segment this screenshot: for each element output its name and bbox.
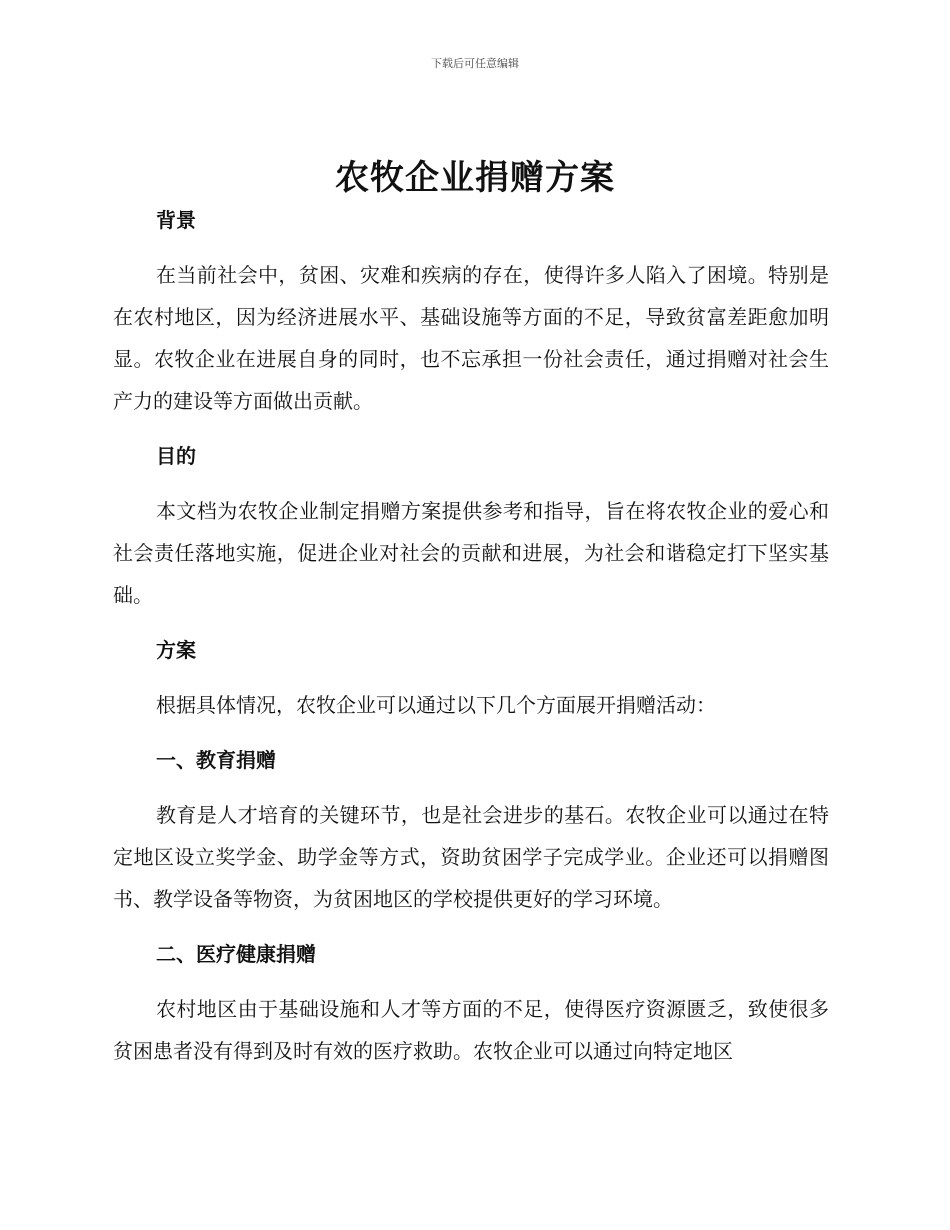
section-text-background: 在当前社会中，贫困、灾难和疾病的存在，使得许多人陷入了困境。特别是在农村地区，因为经济进展水平、基础设施等方面的不足，导致贫富差距愈加明显。农牧企业在进展自身的同时，也不忘承担一份社会责任，通过捐赠对社会生产力的建设等方面做出贡献。 bbox=[113, 263, 829, 413]
document-body bbox=[113, 200, 829, 1072]
section-text-medical: 农村地区由于基础设施和人才等方面的不足，使得医疗资源匮乏，致使很多贫困患者没有得到及时有效的医疗救助。农牧企业可以通过向特定地区 bbox=[113, 997, 829, 1063]
section-text-purpose: 本文档为农牧企业制定捐赠方案提供参考和指导，旨在将农牧企业的爱心和社会责任落地实施，促进企业对社会的贡献和进展，为社会和谐稳定打下坚实基础。 bbox=[113, 499, 829, 607]
section-heading-education: 一、教育捐赠 bbox=[156, 748, 276, 772]
section-heading-background: 背景 bbox=[156, 208, 196, 232]
section-heading-purpose: 目的 bbox=[156, 444, 196, 468]
section-text-plan: 根据具体情况，农牧企业可以通过以下几个方面展开捐赠活动： bbox=[156, 693, 716, 717]
header-note: 下载后可任意编辑 bbox=[431, 57, 519, 70]
section-heading-plan: 方案 bbox=[156, 638, 196, 662]
section-text-education: 教育是人才培育的关键环节，也是社会进步的基石。农牧企业可以通过在特定地区设立奖学金、助学金等方式，资助贫困学子完成学业。企业还可以捐赠图书、教学设备等物资，为贫困地区的学校提供更好的学习环境。 bbox=[113, 803, 829, 911]
document-title: 农牧企业捐赠方案 bbox=[335, 158, 615, 198]
section-heading-medical: 二、医疗健康捐赠 bbox=[156, 942, 316, 966]
